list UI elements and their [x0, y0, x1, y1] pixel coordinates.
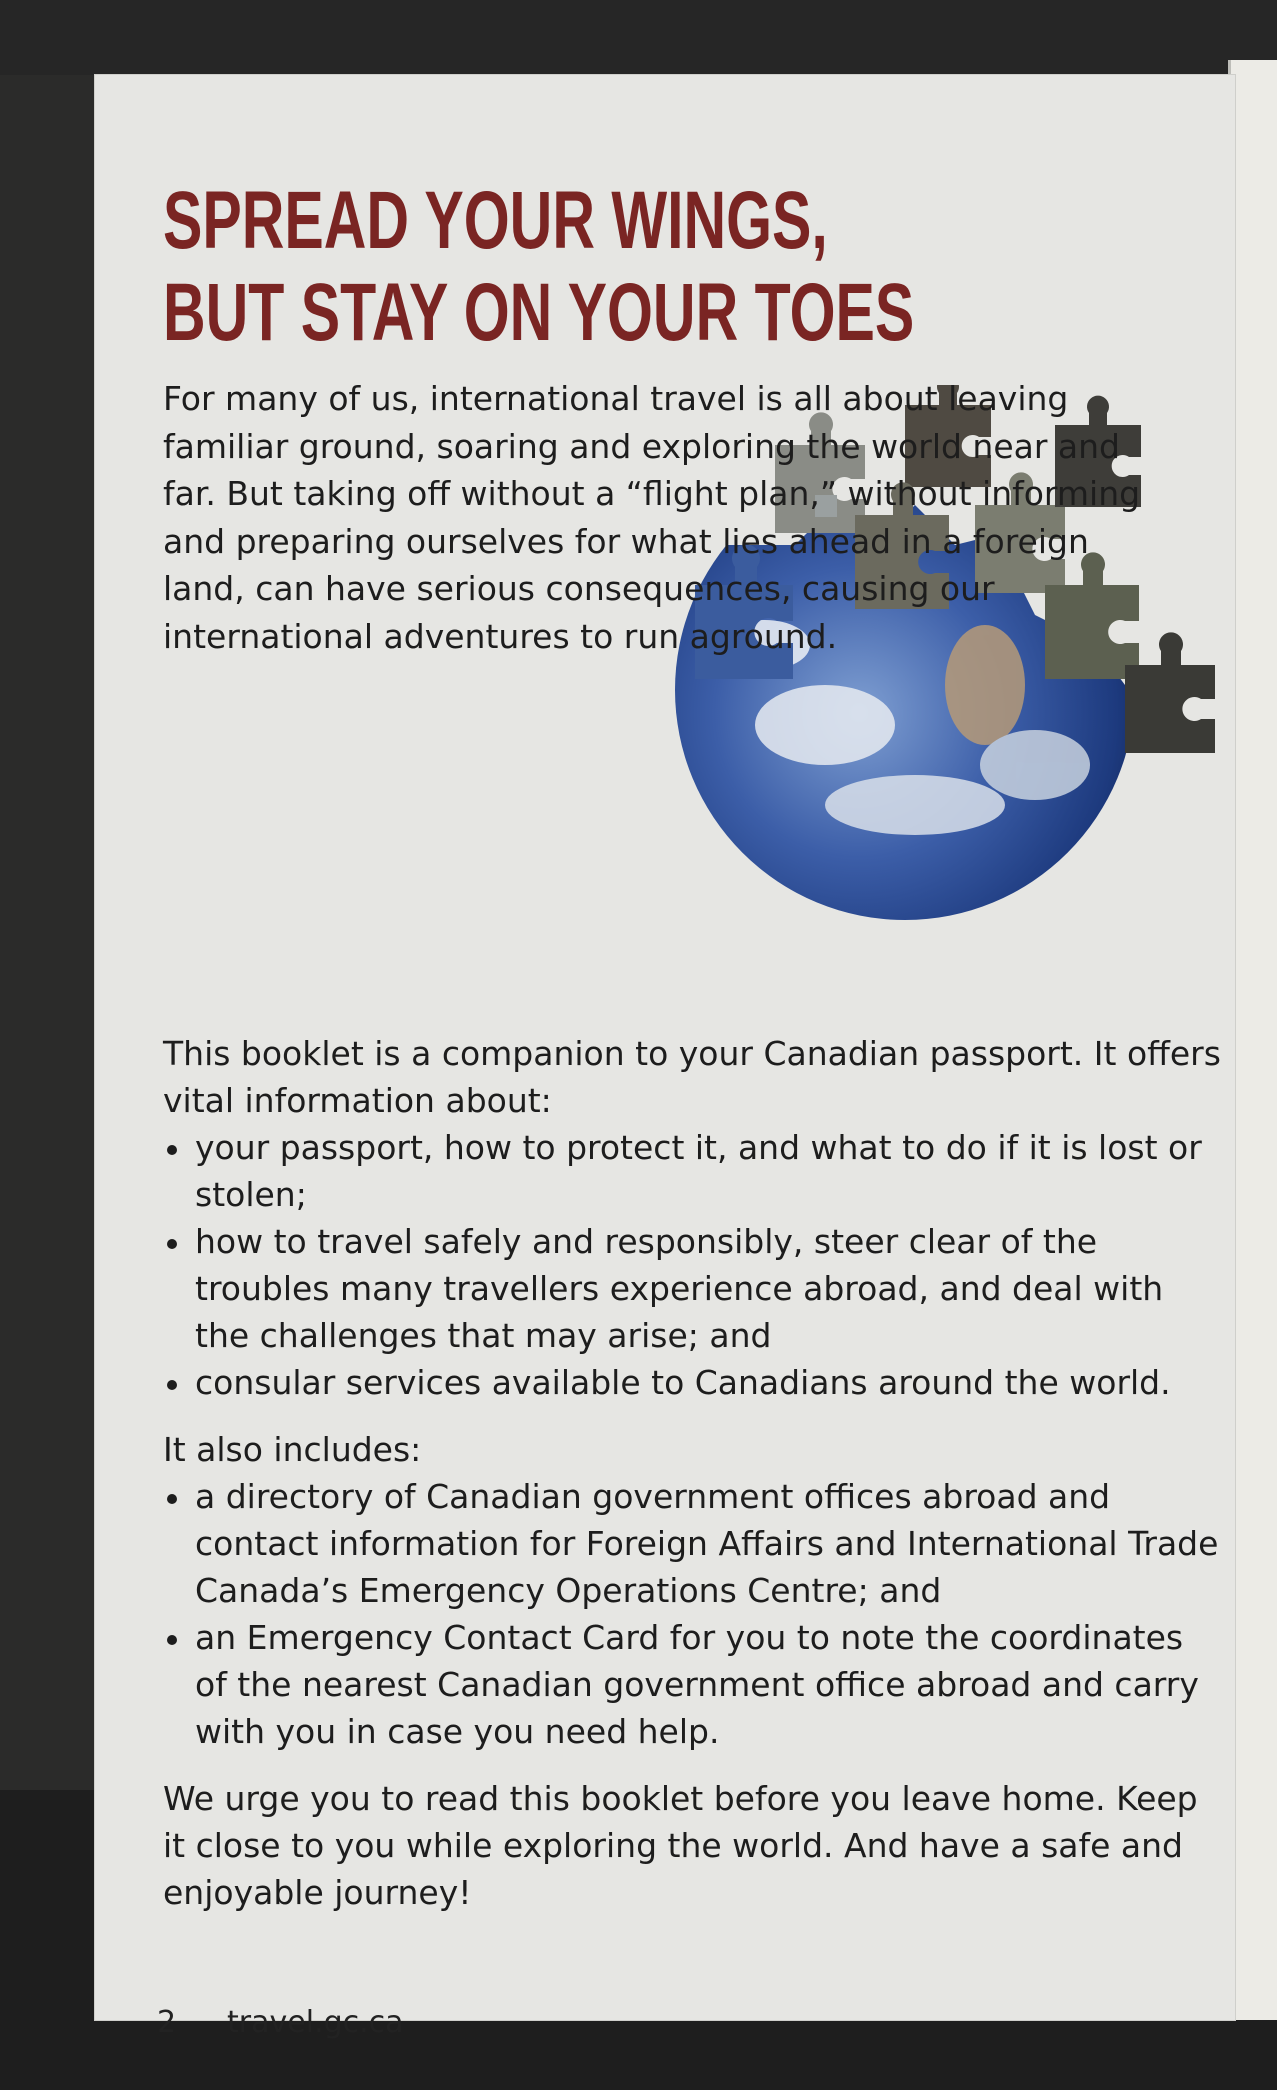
booklet-topics-list: [163, 1124, 1223, 1406]
intro-paragraph: For many of us, international travel is all about leaving familiar ground, soaring and exploring the world near and far. But taking off without a “flight plan,” without informing and preparing ourselves for what lies ahead in a foreign land, can have serious consequences, causing our international adventures to run aground.: [163, 379, 1141, 656]
title-line-1: SPREAD YOUR WINGS,: [163, 175, 828, 266]
includes-list: [163, 1473, 1223, 1755]
list-item: consular services available to Canadians around the world.: [163, 1359, 1223, 1406]
title-line-2: BUT STAY ON YOUR TOES: [163, 267, 915, 358]
list-item: a directory of Canadian government offices abroad and contact information for Foreign Affairs and International Trade Canada’s Emergency Operations Centre; and: [163, 1473, 1223, 1614]
list-item: how to travel safely and responsibly, steer clear of the troubles many travellers experience abroad, and deal with the challenges that may arise; and: [163, 1218, 1223, 1359]
includes-lead: It also includes:: [163, 1430, 422, 1469]
main-content: [163, 1030, 1223, 1916]
booklet-lead: This booklet is a companion to your Canadian passport. It offers vital information about:: [163, 1034, 1221, 1120]
footer-url: travel.gc.ca: [227, 2005, 404, 2040]
page-number: 2: [157, 2005, 177, 2040]
page-title: [163, 175, 914, 359]
booklet-page: [95, 75, 1235, 2040]
page-footer: [157, 2005, 404, 2040]
list-item: your passport, how to protect it, and what to do if it is lost or stolen;: [163, 1124, 1223, 1218]
list-item: an Emergency Contact Card for you to note the coordinates of the nearest Canadian government office abroad and carry with you in case you need help.: [163, 1614, 1223, 1755]
adjacent-page-edge: [1228, 60, 1277, 2020]
closing-paragraph: We urge you to read this booklet before you leave home. Keep it close to you while exploring the world. And have a safe and enjoyable journey!: [163, 1779, 1198, 1912]
background-top: [0, 0, 1277, 75]
